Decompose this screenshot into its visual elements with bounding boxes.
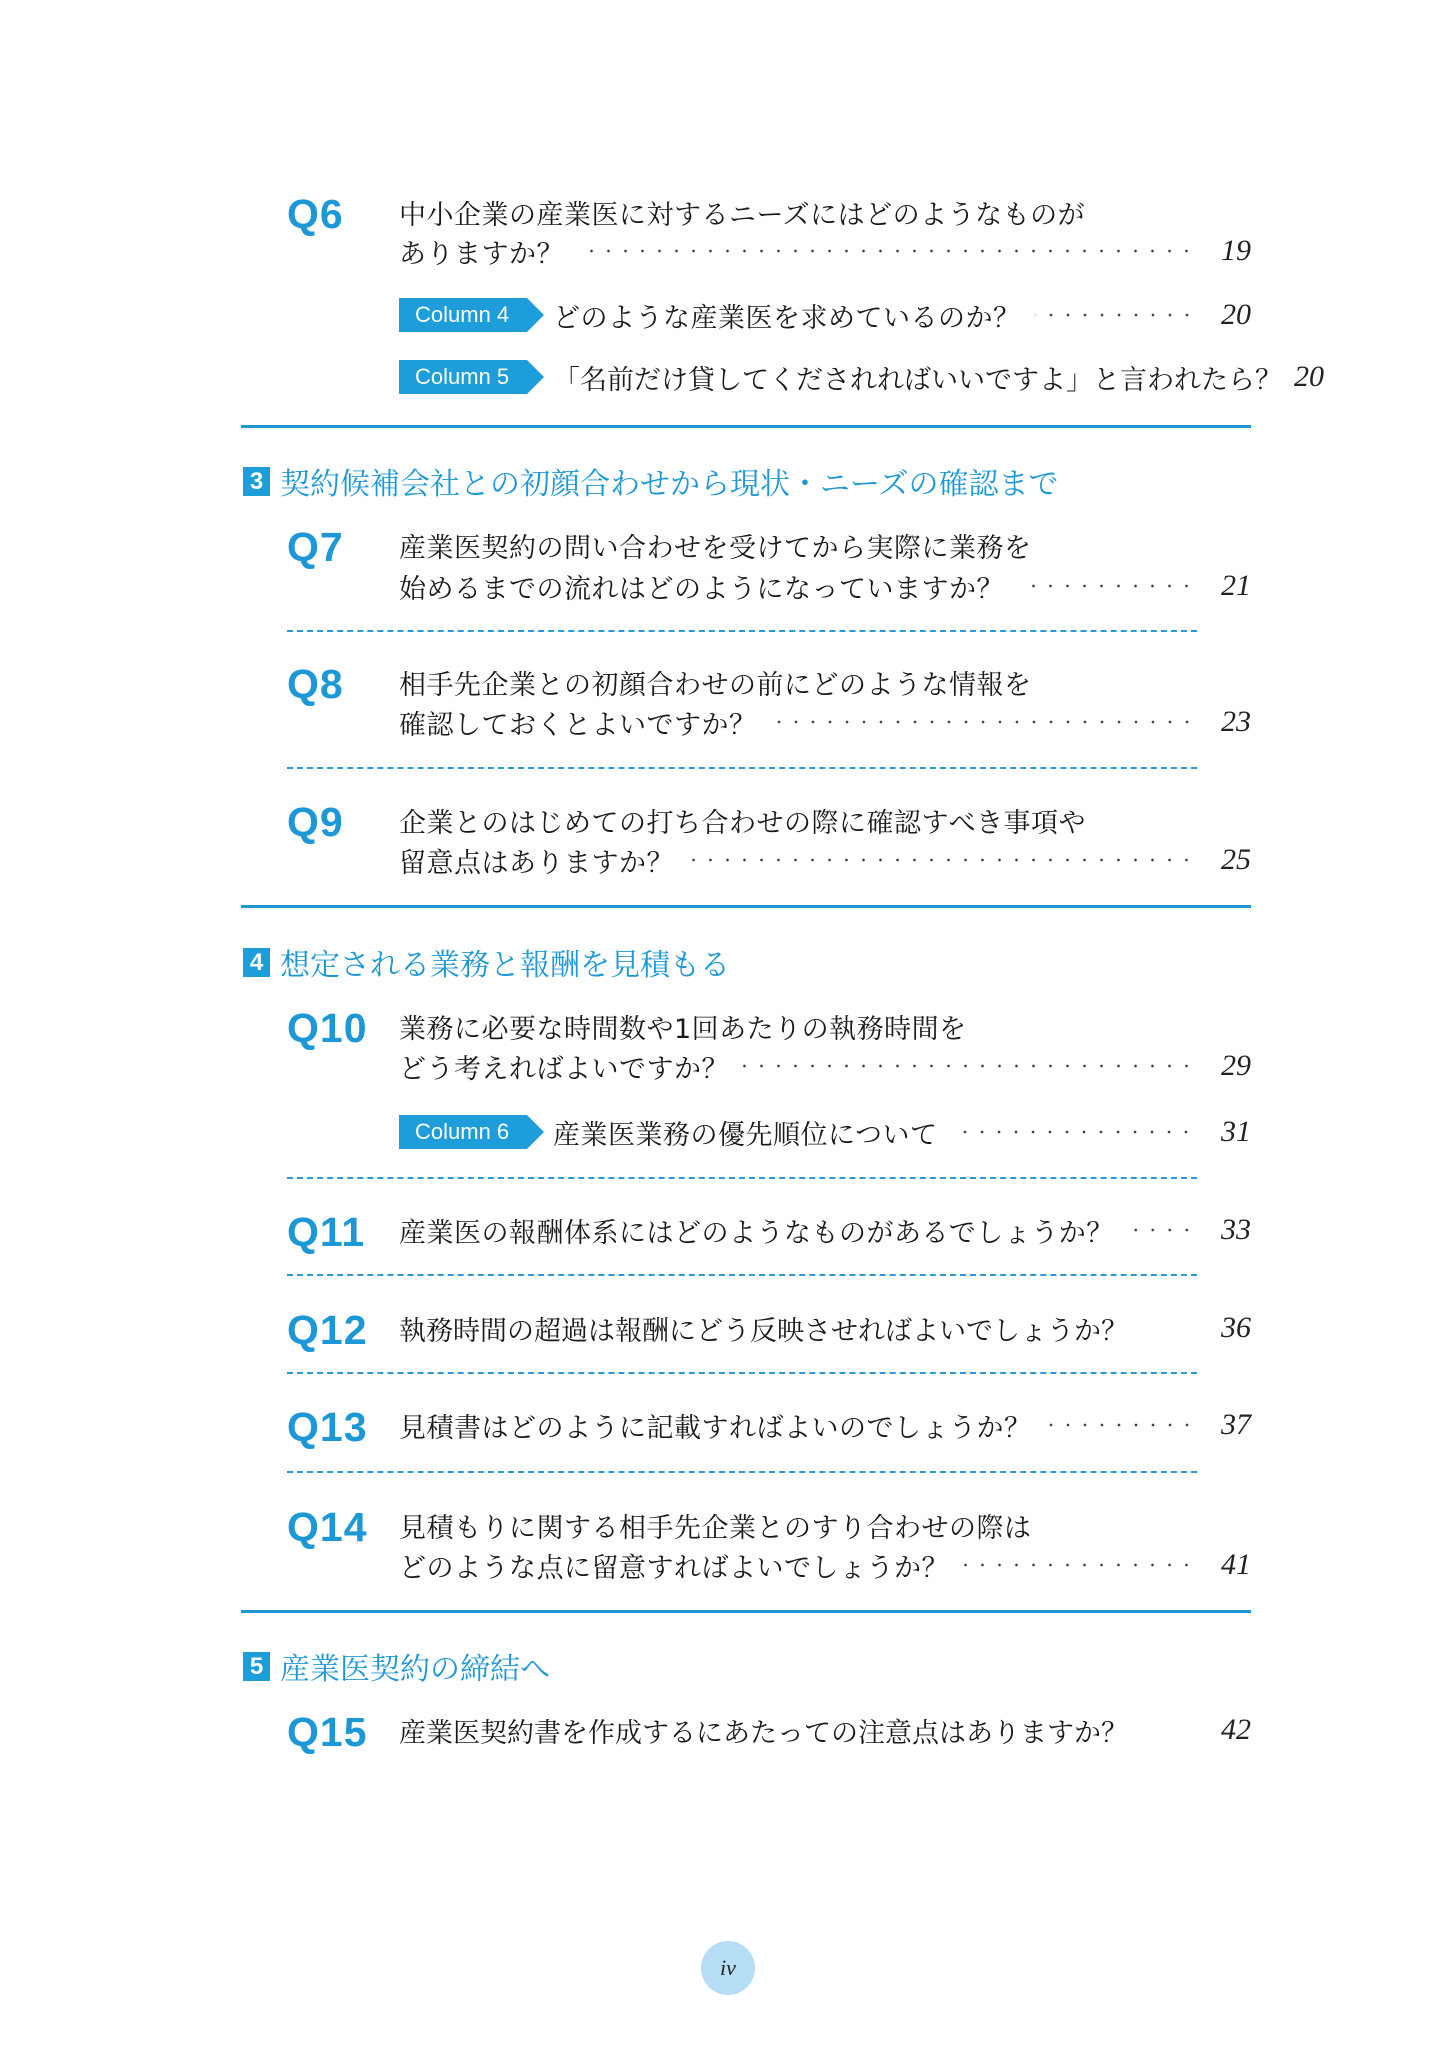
entry-divider: [287, 1471, 1197, 1473]
q8-label: Q8: [287, 661, 344, 707]
entry-title: 中小企業の産業医に対するニーズにはどのようなものが: [399, 199, 1086, 231]
toc-entry-q8-line1[interactable]: [399, 662, 1251, 702]
entry-divider: [287, 767, 1197, 769]
page-number: 23: [1221, 705, 1251, 738]
leader-dots: [951, 1130, 1195, 1134]
section-heading-4[interactable]: [243, 942, 730, 982]
leader-dots: [688, 858, 1195, 862]
entry-title: 確認しておくとよいですか？: [399, 709, 757, 741]
column-badge: Column 4: [399, 298, 527, 332]
leader-dots: [771, 720, 1196, 724]
entry-title: 相手先企業との初顔合わせの前にどのような情報を: [399, 669, 1032, 701]
leader-dots: [1046, 1423, 1196, 1427]
q9-label: Q9: [287, 799, 344, 845]
q15-label: Q15: [287, 1709, 368, 1755]
toc-entry-q7-line2[interactable]: [399, 566, 1251, 606]
page-number: 31: [1221, 1115, 1251, 1148]
toc-entry-q11[interactable]: [399, 1210, 1251, 1250]
section-number-badge: 3: [243, 467, 270, 496]
toc-entry-column6[interactable]: [399, 1112, 1251, 1152]
leader-dots: [1035, 313, 1196, 317]
q7-label: Q7: [287, 524, 344, 570]
entry-title: 業務に必要な時間数や1回あたりの執務時間を: [399, 1013, 967, 1045]
entry-title: 執務時間の超過は報酬にどう反映させればよいでしょうか？: [399, 1315, 1128, 1347]
entry-title: 留意点はありますか？: [399, 847, 674, 879]
toc-entry-q8-line2[interactable]: [399, 702, 1251, 742]
section-title: 産業医契約の締結へ: [280, 1652, 550, 1687]
leader-dots: [578, 249, 1195, 253]
entry-divider: [287, 1274, 1197, 1276]
page-number: 20: [1294, 360, 1324, 393]
page-number: 33: [1221, 1213, 1251, 1246]
page-number: 42: [1221, 1713, 1251, 1746]
section-heading-3[interactable]: [243, 461, 1059, 501]
entry-title: 始めるまでの流れはどのようになっていますか？: [399, 573, 1004, 605]
toc-entry-q15[interactable]: [399, 1710, 1251, 1750]
entry-title: 企業とのはじめての打ち合わせの際に確認すべき事項や: [399, 807, 1086, 839]
page-number: 25: [1221, 843, 1251, 876]
entry-title: 産業医契約書を作成するにあたっての注意点はありますか？: [399, 1717, 1128, 1749]
toc-entry-q12[interactable]: [399, 1308, 1251, 1348]
entry-title: どのような産業医を求めているのか？: [553, 302, 1021, 334]
toc-entry-q10-line1[interactable]: [399, 1006, 1251, 1046]
entry-title: 産業医契約の問い合わせを受けてから実際に業務を: [399, 532, 1032, 564]
column-badge: Column 6: [399, 1115, 527, 1149]
page-number: 19: [1221, 234, 1251, 267]
entry-divider: [287, 1177, 1197, 1179]
entry-title: どのような点に留意すればよいでしょうか？: [399, 1552, 949, 1584]
q11-label: Q11: [287, 1209, 366, 1255]
entry-divider: [287, 1372, 1197, 1374]
entry-title: 産業医の報酬体系にはどのようなものがあるでしょうか？: [399, 1217, 1114, 1249]
leader-dots: [1128, 1228, 1195, 1232]
page-number: 36: [1221, 1311, 1251, 1344]
q10-label: Q10: [287, 1005, 368, 1051]
section-number-badge: 5: [243, 1652, 270, 1681]
toc-entry-q9-line2[interactable]: [399, 840, 1251, 880]
leader-dots: [1018, 584, 1195, 588]
section-divider: [241, 1610, 1251, 1613]
toc-entry-q6-line2[interactable]: [399, 231, 1251, 271]
column-badge: Column 5: [399, 360, 527, 394]
footer-page-number: iv: [720, 1955, 736, 1980]
q12-label: Q12: [287, 1307, 368, 1353]
toc-entry-q7-line1[interactable]: [399, 525, 1251, 565]
page-number: 21: [1221, 569, 1251, 602]
section-heading-5[interactable]: [243, 1646, 550, 1686]
q6-label: Q6: [287, 191, 344, 237]
entry-title: 「名前だけ貸してくだされればいいですよ」と言われたら？: [553, 364, 1282, 396]
toc-entry-q13[interactable]: [399, 1405, 1251, 1445]
toc-entry-column5[interactable]: [399, 357, 1324, 397]
toc-entry-q14-line2[interactable]: [399, 1545, 1251, 1585]
section-divider: [241, 905, 1251, 908]
entry-title: 見積もりに関する相手先企業とのすり合わせの際は: [399, 1512, 1032, 1544]
page-number: 20: [1221, 298, 1251, 331]
toc-entry-column4[interactable]: [399, 295, 1251, 335]
page-number: 41: [1221, 1548, 1251, 1581]
section-title: 想定される業務と報酬を見積もる: [280, 948, 730, 983]
entry-divider: [287, 630, 1197, 632]
entry-title: ありますか？: [399, 238, 564, 270]
toc-entry-q9-line1[interactable]: [399, 800, 1251, 840]
section-number-badge: 4: [243, 948, 270, 977]
section-divider: [241, 425, 1251, 428]
leader-dots: [743, 1064, 1195, 1068]
toc-entry-q14-line1[interactable]: [399, 1505, 1251, 1545]
page-number: 29: [1221, 1049, 1251, 1082]
toc-entry-q10-line2[interactable]: [399, 1046, 1251, 1086]
page-number-badge: [701, 1941, 755, 1995]
section-title: 契約候補会社との初顔合わせから現状・ニーズの確認まで: [280, 467, 1059, 502]
q14-label: Q14: [287, 1504, 368, 1550]
entry-title: 産業医業務の優先順位について: [553, 1119, 938, 1151]
q13-label: Q13: [287, 1404, 368, 1450]
leader-dots: [963, 1563, 1195, 1567]
entry-title: 見積書はどのように記載すればよいのでしょうか？: [399, 1412, 1032, 1444]
page-number: 37: [1221, 1408, 1251, 1441]
entry-title: どう考えればよいですか？: [399, 1053, 729, 1085]
toc-entry-q6-line1[interactable]: [399, 192, 1251, 232]
